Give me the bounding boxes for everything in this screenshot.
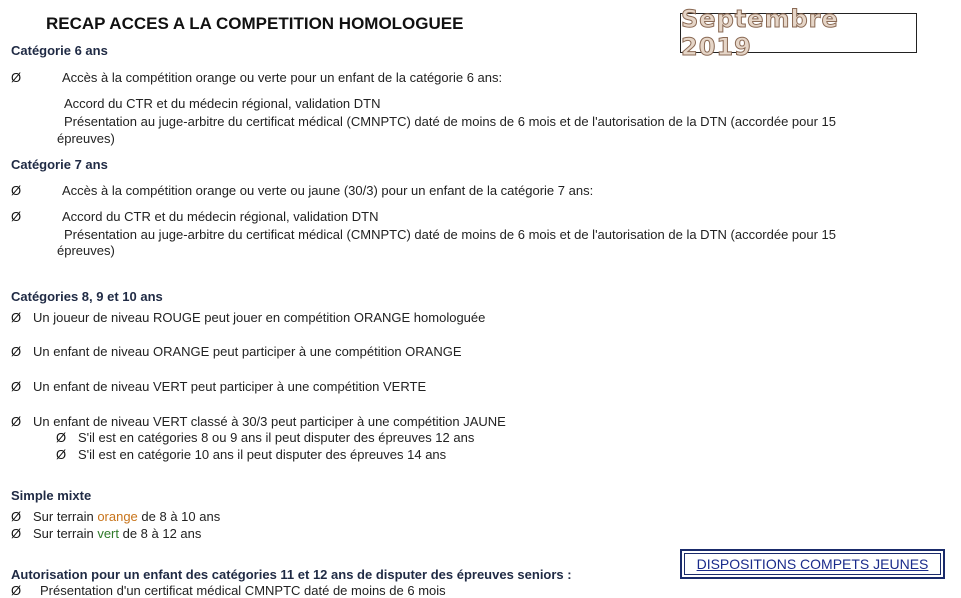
bullet-arrow-icon: Ø <box>56 430 67 445</box>
mixte-item-prefix: Sur terrain <box>33 509 98 524</box>
mixte-item <box>33 526 201 541</box>
mixte-item <box>33 509 220 524</box>
section-heading-seniors: Autorisation pour un enfant des catégories 11 et 12 ans de disputer des épreuves seniors : <box>11 567 572 582</box>
bullet-arrow-icon: Ø <box>11 344 22 359</box>
bullet-arrow-icon: Ø <box>11 526 22 541</box>
cat8-item: Un joueur de niveau ROUGE peut jouer en compétition ORANGE homologuée <box>33 310 486 325</box>
date-badge <box>680 5 917 61</box>
dispositions-link-button[interactable] <box>680 549 945 579</box>
page-title: RECAP ACCES A LA COMPETITION HOMOLOGUEE <box>46 14 464 33</box>
section-heading-cat8: Catégories 8, 9 et 10 ans <box>11 289 163 304</box>
bullet-arrow-icon: Ø <box>11 70 22 85</box>
dispositions-link-frame[interactable] <box>684 553 941 575</box>
section-heading-mixte: Simple mixte <box>11 488 92 503</box>
cat8-item: Un enfant de niveau ORANGE peut participer à une compétition ORANGE <box>33 344 462 359</box>
cat6-line: Présentation au juge-arbitre du certificat médical (CMNPTC) daté de moins de 6 mois et de l'autorisation de la DTN (accordée pour 15 <box>64 114 837 129</box>
cat6-line: Accord du CTR et du médecin régional, validation DTN <box>64 96 381 111</box>
bullet-arrow-icon: Ø <box>11 583 22 598</box>
date-badge-text: Septembre 2019 <box>681 5 839 61</box>
cat8-item: Un enfant de niveau VERT peut participer à une compétition VERTE <box>33 379 427 394</box>
bullet-arrow-icon: Ø <box>56 447 67 462</box>
mixte-item-prefix: Sur terrain <box>33 526 98 541</box>
mixte-color-word: orange <box>97 509 138 524</box>
cat7-line: épreuves) <box>57 243 115 258</box>
dispositions-link-text[interactable]: DISPOSITIONS COMPETS JEUNES <box>696 556 929 572</box>
section-heading-cat7: Catégorie 7 ans <box>11 157 108 172</box>
cat8-subitem: S'il est en catégorie 10 ans il peut disputer des épreuves 14 ans <box>78 447 447 462</box>
cat6-bullet-text: Accès à la compétition orange ou verte pour un enfant de la catégorie 6 ans: <box>62 70 503 85</box>
mixte-item-suffix: de 8 à 10 ans <box>137 509 221 524</box>
section-heading-cat6: Catégorie 6 ans <box>11 43 108 58</box>
mixte-item-suffix: de 8 à 12 ans <box>118 526 202 541</box>
bullet-arrow-icon: Ø <box>11 414 22 429</box>
cat7-bullet-text: Accès à la compétition orange ou verte ou jaune (30/3) pour un enfant de la catégorie 7 ans: <box>62 183 594 198</box>
bullet-arrow-icon: Ø <box>11 209 22 224</box>
bullet-arrow-icon: Ø <box>11 183 22 198</box>
cat7-line: Présentation au juge-arbitre du certificat médical (CMNPTC) daté de moins de 6 mois et de l'autorisation de la DTN (accordée pour 15 <box>64 227 837 242</box>
bullet-arrow-icon: Ø <box>11 310 22 325</box>
cat7-bullet-text: Accord du CTR et du médecin régional, validation DTN <box>62 209 379 224</box>
cat6-line: épreuves) <box>57 131 115 146</box>
cat8-item: Un enfant de niveau VERT classé à 30/3 peut participer à une compétition JAUNE <box>33 414 506 429</box>
mixte-color-word: vert <box>97 526 119 541</box>
cat8-subitem: S'il est en catégories 8 ou 9 ans il peut disputer des épreuves 12 ans <box>78 430 475 445</box>
bullet-arrow-icon: Ø <box>11 509 22 524</box>
bullet-arrow-icon: Ø <box>11 379 22 394</box>
seniors-item: Présentation d'un certificat médical CMNPTC daté de moins de 6 mois <box>40 583 446 598</box>
